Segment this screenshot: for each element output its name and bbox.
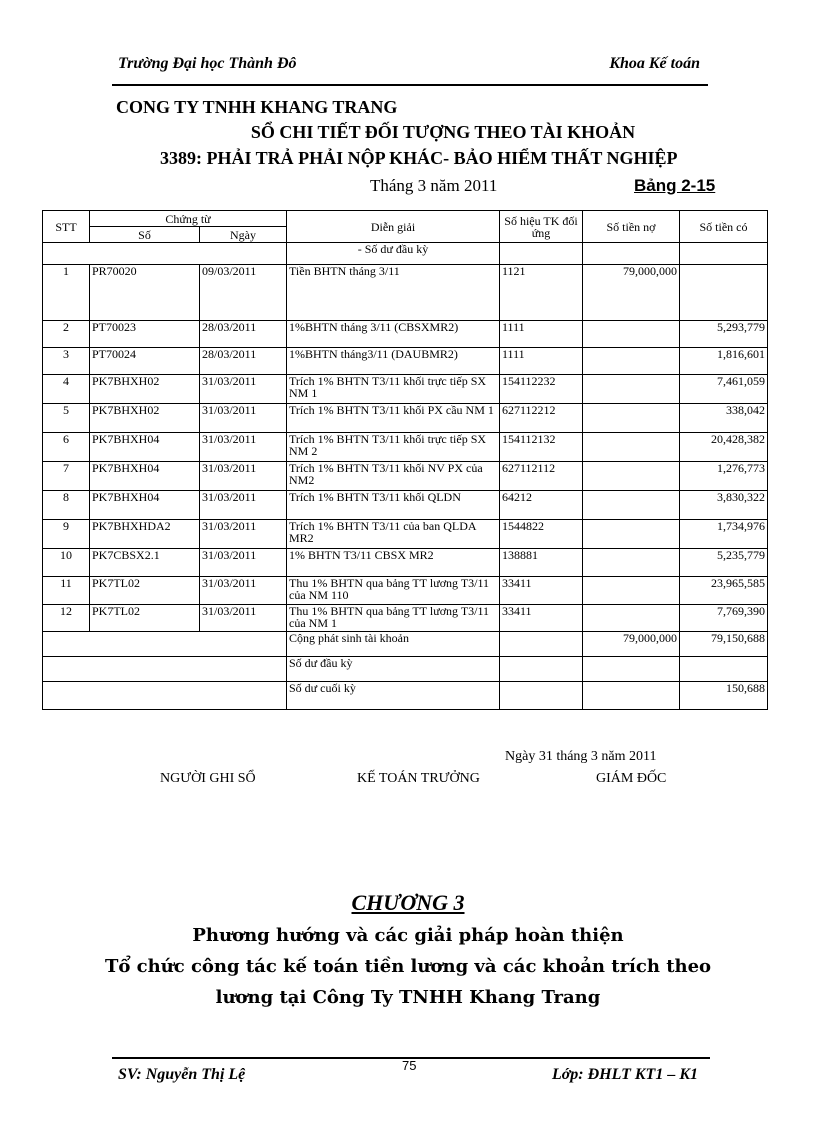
chapter-heading-line-2: Tổ chức công tác kế toán tiền lương và các khoản trích theo (104, 956, 712, 977)
table-row (43, 404, 768, 433)
row-desc: Tiền BHTN tháng 3/11 (287, 265, 500, 321)
row-totals-label: Cộng phát sinh tài khoản (287, 632, 500, 657)
row-voucher-date: 31/03/2011 (200, 549, 287, 577)
table-row (43, 491, 768, 520)
table-row (43, 375, 768, 404)
table-row (43, 348, 768, 375)
row-stt: 11 (43, 577, 90, 605)
row-stt: 1 (43, 265, 90, 321)
row-voucher-date: 31/03/2011 (200, 404, 287, 433)
row-credit: 20,428,382 (680, 433, 768, 462)
row-voucher-date: 31/03/2011 (200, 375, 287, 404)
row-voucher-no: PR70020 (90, 265, 200, 321)
row-closing-balance-credit: 150,688 (680, 682, 768, 710)
row-desc: Trích 1% BHTN T3/11 khối PX cầu NM 1 (287, 404, 500, 433)
chapter-title: CHƯƠNG 3 (351, 890, 465, 915)
ledger-title: SỔ CHI TIẾT ĐỐI TƯỢNG THEO TÀI KHOẢN (250, 122, 636, 142)
row-credit: 1,816,601 (680, 348, 768, 375)
row-stt: 5 (43, 404, 90, 433)
row-voucher-no: PK7BHXHDA2 (90, 520, 200, 549)
row-account: 1111 (500, 348, 583, 375)
col-credit: Số tiền có (680, 211, 768, 243)
table-row (43, 433, 768, 462)
col-desc: Diễn giải (287, 211, 500, 243)
row-credit: 1,734,976 (680, 520, 768, 549)
row-desc: Trích 1% BHTN T3/11 khối QLDN (287, 491, 500, 520)
row-voucher-no: PK7TL02 (90, 605, 200, 632)
footer-class: Lớp: ĐHLT KT1 – K1 (551, 1066, 698, 1083)
row-account: 627112212 (500, 404, 583, 433)
header-faculty: Khoa Kế toán (609, 55, 700, 72)
row-account: 64212 (500, 491, 583, 520)
row-voucher-date: 31/03/2011 (200, 491, 287, 520)
row-account: 138881 (500, 549, 583, 577)
row-debit (583, 549, 680, 577)
row-voucher-date: 28/03/2011 (200, 348, 287, 375)
row-voucher-no: PK7BHXH04 (90, 433, 200, 462)
row-desc: Trích 1% BHTN T3/11 khối trực tiếp SX NM 1 (287, 375, 500, 404)
row-credit: 5,293,779 (680, 321, 768, 348)
row-stt: 6 (43, 433, 90, 462)
ledger-table (42, 210, 768, 710)
row-credit: 5,235,779 (680, 549, 768, 577)
row-stt: 12 (43, 605, 90, 632)
row-stt: 7 (43, 462, 90, 491)
row-debit (583, 404, 680, 433)
footer-student: SV: Nguyễn Thị Lệ (118, 1066, 246, 1083)
table-row (43, 605, 768, 632)
ledger-subtitle: 3389: PHẢI TRẢ PHẢI NỘP KHÁC- BẢO HIỂM THẤT NGHIỆP (160, 148, 678, 168)
row-credit (680, 265, 768, 321)
row-desc: Thu 1% BHTN qua bảng TT lương T3/11 của NM 110 (287, 577, 500, 605)
row-account: 154112132 (500, 433, 583, 462)
row-stt: 3 (43, 348, 90, 375)
table-row (43, 549, 768, 577)
row-voucher-date: 31/03/2011 (200, 433, 287, 462)
row-account: 33411 (500, 577, 583, 605)
row-voucher-no: PK7BHXH04 (90, 462, 200, 491)
row-stt: 10 (43, 549, 90, 577)
row-desc: 1% BHTN T3/11 CBSX MR2 (287, 549, 500, 577)
row-voucher-no: PK7BHXH02 (90, 375, 200, 404)
row-opening-balance-label: Số dư đầu kỳ (287, 657, 500, 682)
row-account: 154112232 (500, 375, 583, 404)
row-credit: 7,461,059 (680, 375, 768, 404)
row-opening-balance-credit (680, 657, 768, 682)
row-debit (583, 375, 680, 404)
row-totals-credit: 79,150,688 (680, 632, 768, 657)
row-voucher-no: PK7CBSX2.1 (90, 549, 200, 577)
col-voucher-date: Ngày (200, 227, 287, 243)
row-voucher-no: PT70024 (90, 348, 200, 375)
header-divider (112, 84, 708, 86)
row-desc: Trích 1% BHTN T3/11 của ban QLDA MR2 (287, 520, 500, 549)
col-debit: Số tiền nợ (583, 211, 680, 243)
row-voucher-no: PT70023 (90, 321, 200, 348)
col-voucher: Chứng từ (90, 211, 287, 227)
row-credit: 7,769,390 (680, 605, 768, 632)
table-number: Bảng 2-15 (634, 176, 716, 195)
row-debit (583, 577, 680, 605)
table-row (43, 462, 768, 491)
row-totals-debit: 79,000,000 (583, 632, 680, 657)
sign-date: Ngày 31 tháng 3 năm 2011 (505, 749, 657, 764)
row-voucher-date: 31/03/2011 (200, 520, 287, 549)
row-debit (583, 462, 680, 491)
row-opening-balance (43, 657, 768, 682)
row-account: 1111 (500, 321, 583, 348)
signer-chief-accountant: KẾ TOÁN TRƯỞNG (357, 771, 480, 786)
row-desc: Trích 1% BHTN T3/11 khối trực tiếp SX NM 2 (287, 433, 500, 462)
row-voucher-date: 31/03/2011 (200, 462, 287, 491)
row-voucher-date: 28/03/2011 (200, 321, 287, 348)
row-desc: 1%BHTN tháng 3/11 (CBSXMR2) (287, 321, 500, 348)
row-debit: 79,000,000 (583, 265, 680, 321)
row-stt: 2 (43, 321, 90, 348)
chapter-heading-line-1: Phương hướng và các giải pháp hoàn thiện (192, 925, 624, 946)
row-voucher-no: PK7BHXH04 (90, 491, 200, 520)
row-credit: 23,965,585 (680, 577, 768, 605)
row-debit (583, 321, 680, 348)
row-desc: 1%BHTN tháng3/11 (DAUBMR2) (287, 348, 500, 375)
table-row (43, 265, 768, 321)
row-debit (583, 605, 680, 632)
row-stt: 9 (43, 520, 90, 549)
row-voucher-date: 31/03/2011 (200, 605, 287, 632)
header-school: Trường Đại học Thành Đô (118, 55, 297, 72)
row-stt: 4 (43, 375, 90, 404)
row-voucher-date: 09/03/2011 (200, 265, 287, 321)
row-credit: 338,042 (680, 404, 768, 433)
company-name: CONG TY TNHH KHANG TRANG (116, 97, 398, 117)
row-account: 1121 (500, 265, 583, 321)
ledger-period: Tháng 3 năm 2011 (370, 176, 498, 195)
row-opening-balance-debit (583, 657, 680, 682)
row-desc: Trích 1% BHTN T3/11 khối NV PX của NM2 (287, 462, 500, 491)
row-voucher-date: 31/03/2011 (200, 577, 287, 605)
row-debit (583, 433, 680, 462)
row-credit: 3,830,322 (680, 491, 768, 520)
signer-recorder: NGƯỜI GHI SỔ (160, 771, 256, 786)
table-row (43, 577, 768, 605)
row-account: 627112112 (500, 462, 583, 491)
page-number: 75 (402, 1058, 417, 1073)
row-account: 1544822 (500, 520, 583, 549)
row-desc: Thu 1% BHTN qua bảng TT lương T3/11 của NM 1 (287, 605, 500, 632)
row-account: 33411 (500, 605, 583, 632)
opening-balance-label: - Số dư đầu kỳ (287, 243, 500, 265)
col-account: Số hiệu TK đối ứng (500, 211, 583, 243)
row-debit (583, 520, 680, 549)
row-totals (43, 632, 768, 657)
table-row (43, 321, 768, 348)
table-row (43, 520, 768, 549)
row-closing-balance (43, 682, 768, 710)
col-stt: STT (43, 211, 90, 243)
row-stt: 8 (43, 491, 90, 520)
row-debit (583, 348, 680, 375)
row-debit (583, 491, 680, 520)
row-voucher-no: PK7BHXH02 (90, 404, 200, 433)
chapter-heading-line-3: lương tại Công Ty TNHH Khang Trang (215, 987, 601, 1008)
col-voucher-no: Số (90, 227, 200, 243)
row-closing-balance-label: Số dư cuối kỳ (287, 682, 500, 710)
signer-director: GIÁM ĐỐC (596, 771, 667, 786)
row-credit: 1,276,773 (680, 462, 768, 491)
row-closing-balance-debit (583, 682, 680, 710)
row-voucher-no: PK7TL02 (90, 577, 200, 605)
